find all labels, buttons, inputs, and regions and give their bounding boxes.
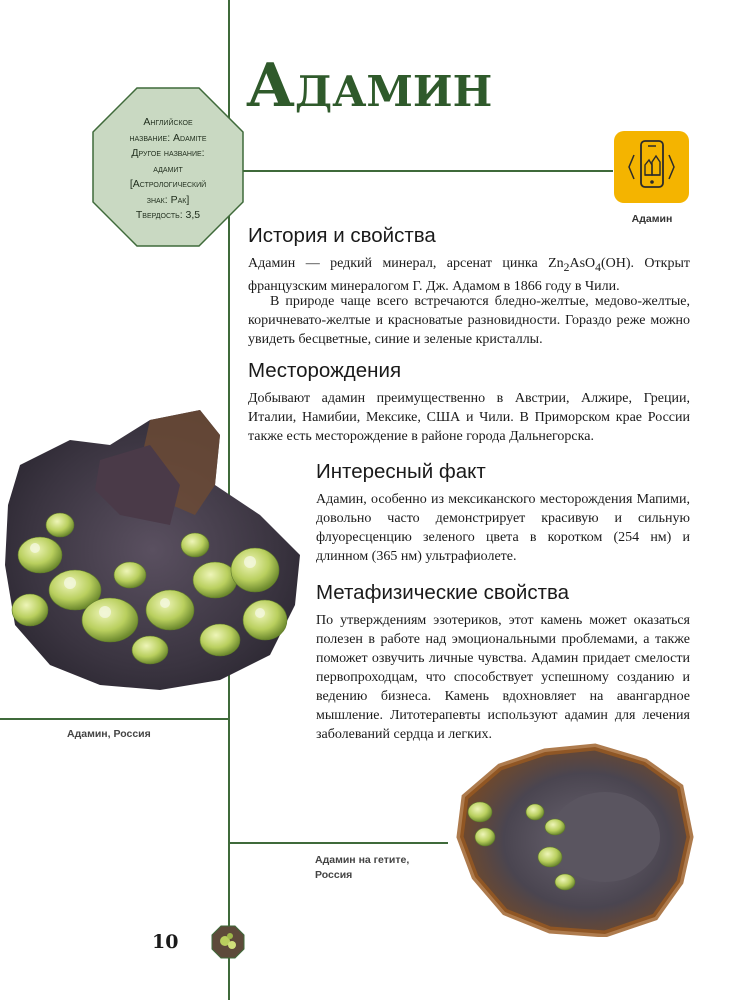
- formula-text: AsO: [569, 256, 596, 271]
- info-line: знак: Рак]: [146, 193, 190, 206]
- mineral-photo-adamine-on-goethite: [455, 742, 695, 937]
- info-line: Английское: [143, 116, 193, 128]
- left-caption-rule: [0, 718, 228, 720]
- subscript: 2: [563, 260, 570, 274]
- fact-paragraph: Адамин, особенно из мексиканского месторождения Мапими, довольно часто демонстрирует красивую и сильную флуоресценцию зеленого цвета в коротком (254 нм) и длинном (365 нм) ультрафиолете.: [316, 492, 690, 564]
- info-box-text: [102, 115, 234, 224]
- phone-crystal-icon: [614, 131, 689, 203]
- photo2-caption: [315, 853, 409, 883]
- photo1-caption: Адамин, Россия: [67, 728, 151, 740]
- mineral-photo-adamine-russia: [0, 405, 305, 695]
- photo2-caption-line: Россия: [315, 869, 353, 881]
- bottom-caption-rule: [228, 842, 448, 844]
- metaphysical-heading: Метафизические свойства: [316, 581, 570, 604]
- mineral-octagon-badge-icon: [211, 925, 245, 959]
- title-rule: [228, 170, 613, 172]
- metaphysical-paragraph: По утверждениям эзотериков, этот камень может оказаться полезен в работе над эмоциональными проблемами, а также поможет озвучить личные чувства. Адамин придает смелости первопроходцам, что способствует успешному созданию и ведению бизнеса. Камень вдохновляет на авангардное мышление. Литотерапевты используют адамин для лечения заболеваний сердца и легких.: [316, 613, 690, 742]
- subscript: 4: [595, 260, 601, 274]
- info-line: Твердость: 3,5: [135, 209, 201, 221]
- formula-text: (OH). Открыт французским минералогом Г. Дж. Адамом в 1866 году в Чили.: [248, 256, 690, 294]
- deposits-paragraph: Добывают адамин преимущественно в Австрии, Алжире, Греции, Италии, Намибии, Мексике, США и Чили. В Приморском крае России также есть месторождение в районе города Дальнегорска.: [248, 391, 690, 444]
- page-number: 10: [152, 931, 179, 953]
- deposits-heading: Месторождения: [248, 359, 402, 382]
- info-box: [92, 87, 244, 247]
- app-icon-caption: Адамин: [631, 213, 673, 225]
- history-heading: История и свойства: [248, 224, 436, 247]
- history-paragraph-2: [248, 292, 690, 349]
- info-line: Другое название:: [131, 147, 205, 159]
- history-paragraph-1: [248, 254, 690, 296]
- info-line: адамит: [153, 162, 183, 175]
- formula-text: Адамин — редкий минерал, арсенат цинка Zn: [248, 256, 564, 271]
- fact-heading: Интересный факт: [316, 460, 486, 483]
- info-line: [Астрологический: [129, 178, 207, 190]
- photo2-caption-line: Адамин на гетите,: [315, 854, 410, 866]
- info-line: название: Adamite: [129, 131, 207, 144]
- page-title: Адамин: [246, 51, 493, 121]
- paragraph-text: В природе чаще всего встречаются бледно-желтые, медово-желтые, коричневато-желтые и красноватые разновидности. Гораздо реже можно увидеть бесцветные, синие и зеленые кристаллы.: [248, 294, 690, 347]
